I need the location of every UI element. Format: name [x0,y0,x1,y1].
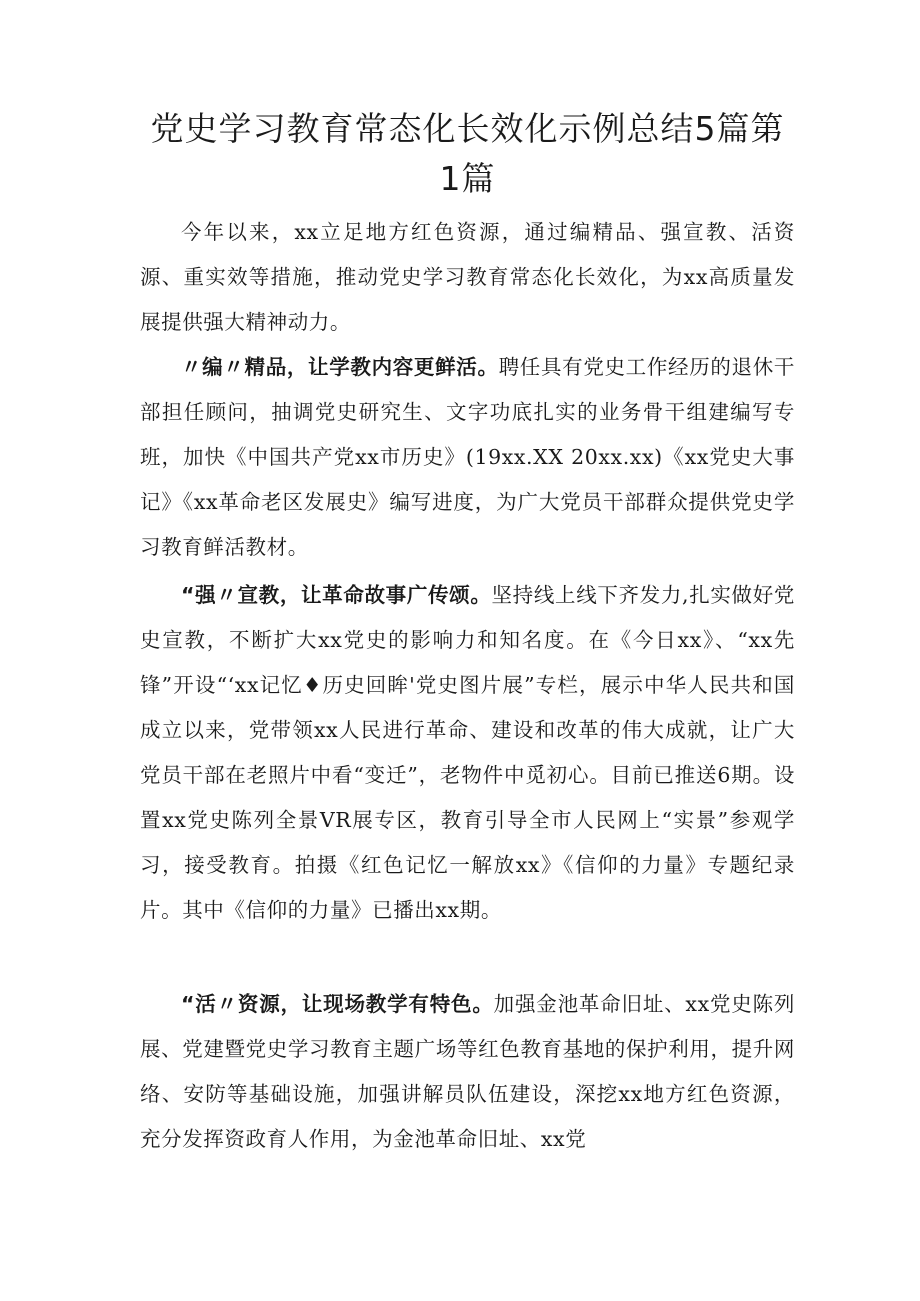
paragraph-activate-resources [140,982,795,1162]
paragraph-intro [140,210,795,345]
document-title: 党史学习教育常态化长效化示例总结5篇第1篇 [150,109,785,198]
paragraph-text: 加强金池革命旧址、xx党史陈列展、党建暨党史学习教育主题广场等红色教育基地的保护利用，提升网络、安防等基础设施，加强讲解员队伍建设，深挖xx地方红色资源，充分发挥资政育人作用，为金池革命旧址、xx党 [140,992,795,1151]
paragraph-lead: 〃编〃精品，让学教内容更鲜活。 [181,355,499,379]
paragraph-text: 坚持线上线下齐发力,扎实做好党史宣教，不断扩大xx党史的影响力和知名度。在《今日xx》、“xx先锋”开设“‘xx记忆♦历史回眸'党史图片展”专栏，展示中华人民共和国成立以来，党带领xx人民进行革命、建设和改革的伟大成就，让广大党员干部在老照片中看“变迁”，老物件中觅初心。目前已推送6期。设置xx党史陈列全景VR展专区，教育引导全市人民网上“实景”参观学习，接受教育。拍摄《红色记忆一解放xx》《信仰的力量》专题纪录片。其中《信仰的力量》已播出xx期。 [140,583,795,922]
paragraph-text: 聘任具有党史工作经历的退休干部担任顾问，抽调党史研究生、文字功底扎实的业务骨干组建编写专班，加快《中国共产党xx市历史》(19xx.XX 20xx.xx)《xx党史大事记》《xx革命老区发展史》编写进度，为广大党员干部群众提供党史学习教育鲜活教材。 [140,355,795,559]
paragraph-compile-quality [140,345,795,570]
paragraph-strengthen-propaganda [140,573,795,933]
paragraph-lead: “活〃资源，让现场教学有特色。 [181,992,494,1016]
paragraph-text: 今年以来，xx立足地方红色资源，通过编精品、强宣教、活资源、重实效等措施，推动党史学习教育常态化长效化，为xx高质量发展提供强大精神动力。 [140,220,795,334]
paragraph-lead: “强〃宣教，让革命故事广传颂。 [181,583,492,607]
